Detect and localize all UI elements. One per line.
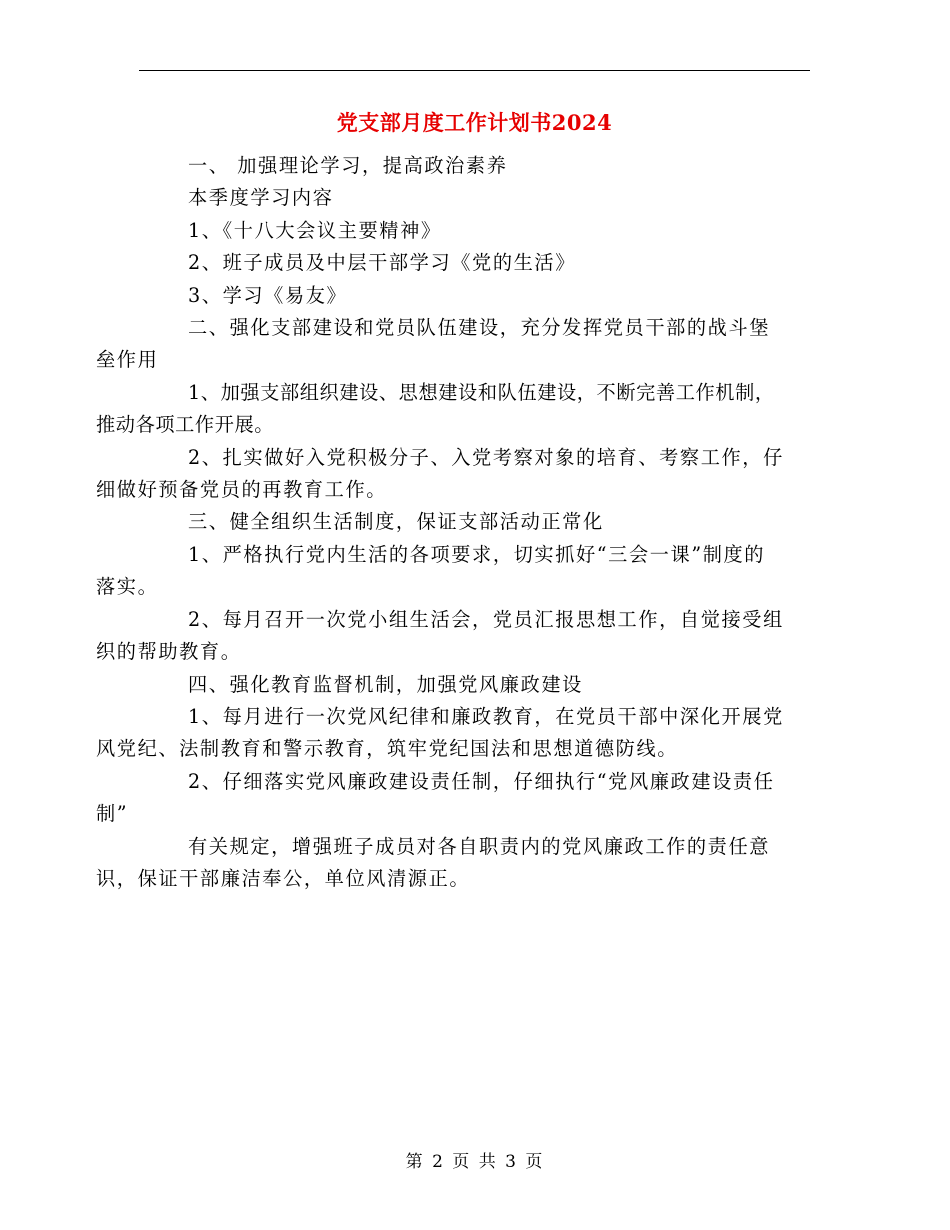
paragraph [142,669,810,701]
paragraph-line: 1、严格执行党内生活的各项要求，切实抓好“三会一课”制度的 [188,542,766,566]
paragraph [142,247,810,279]
paragraph-line: 落实。 [96,575,159,599]
paragraph [142,506,810,538]
paragraph-line: 三、健全组织生活制度，保证支部活动正常化 [188,510,604,534]
paragraph [96,442,810,507]
paragraph [96,701,810,766]
paragraph [142,182,810,214]
paragraph [96,539,810,604]
paragraph-line: 二、强化支部建设和党员队伍建设，充分发挥党员干部的战斗堡 [188,316,771,340]
paragraph-line: 一、 加强理论学习，提高政治素养 [188,154,508,177]
paragraph-line: 2、扎实做好入党积极分子、入党考察对象的培育、考察工作，仔 [188,445,784,469]
paragraph-line: 制” [96,802,129,826]
paragraph [142,215,810,247]
paragraph-line: 2、班子成员及中层干部学习《党的生活》 [188,251,576,275]
document-title: 党支部月度工作计划书2024 [336,110,613,135]
paragraph-line: 风党纪、法制教育和警示教育，筑牢党纪国法和思想道德防线。 [96,737,679,761]
paragraph [96,604,810,669]
paragraph-line: 四、强化教育监督机制，加强党风廉政建设 [188,672,583,696]
paragraph-line: 细做好预备党员的再教育工作。 [96,478,388,502]
paragraph-line: 织的帮助教育。 [96,640,242,664]
paragraph [96,377,810,442]
paragraph-line: 有关规定，增强班子成员对各自职责内的党风廉政工作的责任意 [188,834,771,858]
paragraph [142,280,810,312]
paragraph [96,766,810,831]
header-rule [139,70,810,71]
paragraph-line: 1、《十八大会议主要精神》 [188,218,442,242]
paragraph-line: 识，保证干部廉洁奉公，单位风清源正。 [96,866,471,890]
paragraph-line: 垒作用 [96,348,159,372]
paragraph [96,312,810,377]
paragraph [96,831,810,896]
paragraph-line: 推动各项工作开展。 [96,413,275,437]
paragraph-line: 1、加强支部组织建设、思想建设和队伍建设，不断完善工作机制， [188,380,775,404]
page-footer: 第 2 页 共 3 页 [405,1152,545,1172]
paragraph-line: 2、仔细落实党风廉政建设责任制，仔细执行“党风廉政建设责任 [188,769,775,793]
paragraph-line: 1、每月进行一次党风纪律和廉政教育，在党员干部中深化开展党 [188,704,784,728]
paragraph-line: 本季度学习内容 [188,186,334,210]
paragraph-line: 2、每月召开一次党小组生活会，党员汇报思想工作，自觉接受组 [188,607,784,631]
paragraph [142,150,810,182]
paragraph-line: 3、学习《易友》 [188,283,348,307]
document-body [96,150,810,895]
